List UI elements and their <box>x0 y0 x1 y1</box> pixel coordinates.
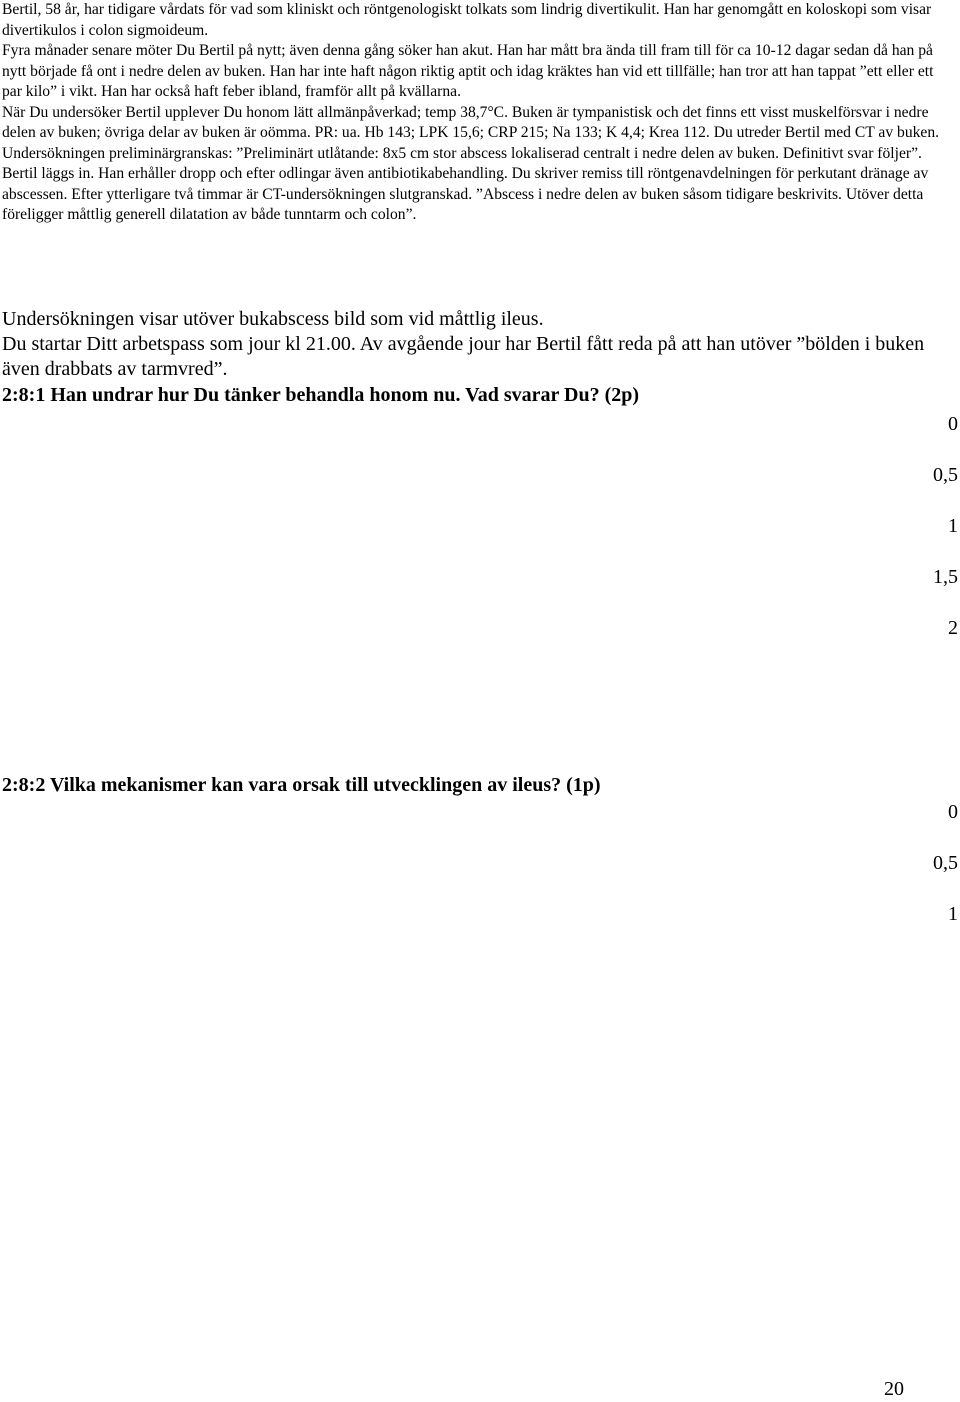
scenario-ileus-finding: Undersökningen visar utöver bukabscess bild som vid måttlig ileus. <box>2 308 544 330</box>
score-option: 0,5 <box>933 852 958 874</box>
score-option: 0 <box>948 801 958 823</box>
score-option: 1,5 <box>933 566 958 588</box>
score-option: 1 <box>948 903 958 925</box>
case-paragraph-examination: När Du undersöker Bertil upplever Du honom lätt allmänpåverkad; temp 38,7°C. Buken är tympanistisk och det finns ett visst muskelförsvar i nedre delen av buken; övriga delar av buken är oömma. PR: ua. Hb 143; LPK 15,6; CRP 215; Na 133; K 4,4; Krea 112. Du utreder Bertil med CT av buken. <box>2 103 940 141</box>
scenario-update <box>2 307 952 382</box>
question-2-8-2: 2:8:2 Vilka mekanismer kan vara orsak till utvecklingen av ileus? (1p) <box>2 774 601 796</box>
score-option: 2 <box>948 617 958 639</box>
score-options-2-8-2 <box>838 800 958 953</box>
scenario-on-call-shift: Du startar Ditt arbetspass som jour kl 21.00. Av avgående jour har Bertil fått reda på att han utöver ”bölden i buken även drabbats av tarmvred”. <box>2 333 925 380</box>
page-number: 20 <box>884 1378 904 1400</box>
score-option: 1 <box>948 515 958 537</box>
case-paragraph-presentation: Fyra månader senare möter Du Bertil på nytt; även denna gång söker han akut. Han har mått bra ända till fram till för ca 10-12 dagar sedan då han på nytt började få ont i nedre delen av buken. Han har inte haft någon riktig aptit och idag kräktes han vid ett tillfälle; han tror att han tappat ”ett eller ett par kilo” i vikt. Han har också haft feber ibland, framför allt på kvällarna. <box>2 42 934 100</box>
score-option: 0,5 <box>933 464 958 486</box>
case-paragraph-history: Bertil, 58 år, har tidigare vårdats för vad som kliniskt och röntgenologiskt tolkats som lindrig divertikulit. Han har genomgått en koloskopi som visar divertikulos i colon sigmoideum. <box>2 1 932 39</box>
score-option: 0 <box>948 413 958 435</box>
score-options-2-8-1 <box>838 412 958 667</box>
case-paragraph-preliminary-ct: Undersökningen preliminärgranskas: ”Preliminärt utlåtande: 8x5 cm stor abscess lokaliserad centralt i nedre delen av buken. Definitivt svar följer”. <box>2 144 922 162</box>
case-description <box>2 0 956 226</box>
case-paragraph-admission: Bertil läggs in. Han erhåller dropp och efter odlingar även antibiotikabehandling. Du skriver remiss till röntgenavdelningen för perkutant dränage av abscessen. Efter ytterligare två timmar är CT-undersökningen slutgranskad. ”Abscess i nedre delen av buken såsom tidigare beskrivits. Utöver detta föreligger måttlig generell dilatation av både tunntarm och colon”. <box>2 165 929 223</box>
question-2-8-1: 2:8:1 Han undrar hur Du tänker behandla honom nu. Vad svarar Du? (2p) <box>2 384 640 406</box>
